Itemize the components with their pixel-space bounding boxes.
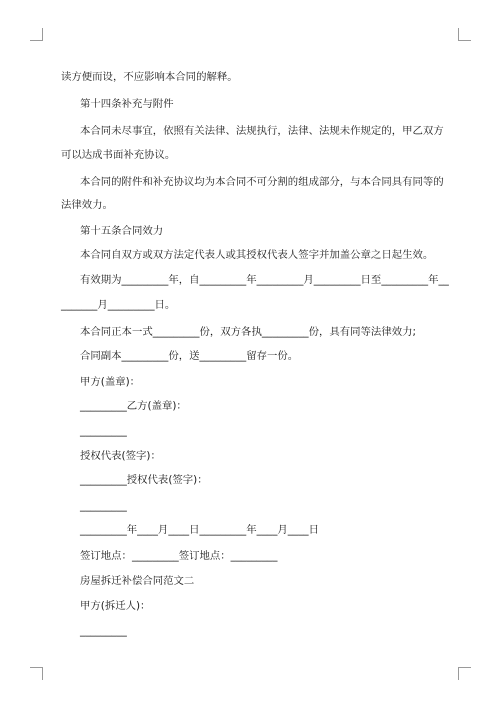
crop-mark-top-right: [458, 28, 471, 41]
text-line: 法律效力。: [61, 199, 113, 211]
text-line: _________乙方(盖章)：: [80, 400, 187, 412]
text-line: _________: [80, 425, 127, 437]
text-line: 房屋拆迁补偿合同范文二: [80, 575, 195, 587]
text-line: _________年____月____日_________年____月____日: [80, 524, 319, 536]
text-line: 甲方(拆迁人)：: [80, 600, 151, 612]
text-line: 有效期为_________年，自_________年_________月_________日至_________年__: [80, 274, 449, 286]
crop-mark-bottom-left: [30, 667, 43, 680]
crop-mark-top-left: [30, 28, 43, 41]
text-line: 本合同未尽事宜，依照有关法律、法规执行，法律、法规未作规定的，甲乙双方: [80, 125, 444, 137]
text-line: _________: [80, 625, 127, 637]
text-line: 授权代表(签字)：: [80, 450, 161, 462]
section-heading: 第十五条合同效力: [80, 225, 164, 237]
text-line: 甲方(盖章)：: [80, 376, 141, 388]
text-line: 签订地点：_________签订地点：_________: [80, 550, 278, 562]
text-line: 本合同正本一式_________份，双方各执_________份，具有同等法律效力;: [80, 326, 416, 338]
text-line: 可以达成书面补充协议。: [61, 149, 176, 161]
crop-mark-bottom-right: [458, 667, 471, 680]
section-heading: 第十四条补充与附件: [80, 98, 174, 110]
text-line: 读方便而设，不应影响本合同的解释。: [61, 71, 238, 83]
text-line: 合同副本_________份，送_________留存一份。: [80, 350, 299, 362]
text-line: _______月_________日。: [61, 299, 176, 311]
text-line: 本合同的附件和补充协议均为本合同不可分割的组成部分，与本合同具有同等的: [80, 176, 444, 188]
text-line: _________授权代表(签字)：: [80, 474, 208, 486]
text-line: 本合同自双方或双方法定代表人或其授权代表人签字并加盖公章之日起生效。: [80, 249, 434, 261]
text-line: _________: [80, 500, 127, 512]
